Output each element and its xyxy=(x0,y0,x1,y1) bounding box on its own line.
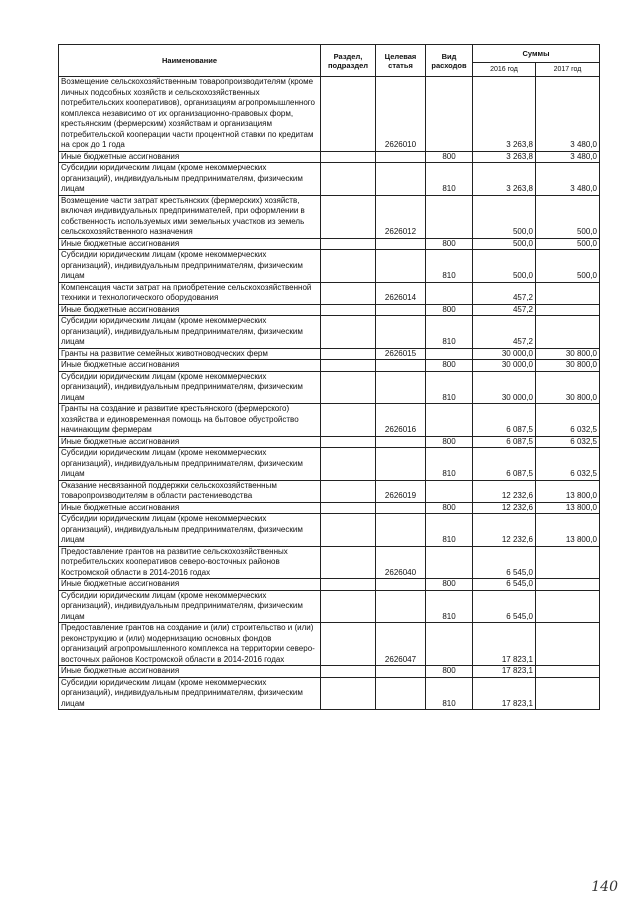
row-target-cell xyxy=(376,579,426,591)
table-row xyxy=(59,404,600,437)
header-name: Наименование xyxy=(59,45,321,77)
row-kind-cell: 800 xyxy=(426,579,473,591)
row-2016-cell: 500,0 xyxy=(473,195,536,238)
table-row xyxy=(59,195,600,238)
header-sums: Суммы xyxy=(473,45,600,63)
row-2017-cell: 3 480,0 xyxy=(536,151,600,163)
table-row xyxy=(59,514,600,547)
row-2017-cell xyxy=(536,304,600,316)
row-kind-cell xyxy=(426,546,473,579)
row-2016-cell: 30 000,0 xyxy=(473,360,536,372)
row-2016-cell: 6 087,5 xyxy=(473,448,536,481)
row-kind-cell: 810 xyxy=(426,590,473,623)
row-section-cell xyxy=(321,579,376,591)
row-section-cell xyxy=(321,666,376,678)
row-2016-cell: 3 263,8 xyxy=(473,163,536,196)
row-target-cell xyxy=(376,448,426,481)
row-name-cell: Предоставление грантов на развитие сельскохозяйственных потребительских кооперативов северо-восточных районов Костромской области в 2014-2016 годах xyxy=(59,546,321,579)
row-2017-cell: 13 800,0 xyxy=(536,514,600,547)
row-2017-cell xyxy=(536,590,600,623)
row-name-cell: Гранты на создание и развитие крестьянского (фермерского) хозяйства и единовременная помощь на бытовое обустройство начинающим фермерам xyxy=(59,404,321,437)
row-section-cell xyxy=(321,677,376,710)
row-target-cell xyxy=(376,151,426,163)
row-target-cell: 2626016 xyxy=(376,404,426,437)
row-target-cell xyxy=(376,238,426,250)
row-section-cell xyxy=(321,282,376,304)
row-name-cell: Возмещение части затрат крестьянских (фермерских) хозяйств, включая индивидуальных предпринимателей, при оформлении в собственность используемых ими земельных участков из земель сельскохозяйственного назначения xyxy=(59,195,321,238)
row-kind-cell: 810 xyxy=(426,250,473,283)
row-target-cell xyxy=(376,163,426,196)
row-kind-cell xyxy=(426,348,473,360)
table-row xyxy=(59,436,600,448)
row-2017-cell: 6 032,5 xyxy=(536,436,600,448)
table-row xyxy=(59,77,600,152)
row-name-cell: Субсидии юридическим лицам (кроме некоммерческих организаций), индивидуальным предпринимателям, физическим лицам xyxy=(59,250,321,283)
row-2016-cell: 500,0 xyxy=(473,238,536,250)
row-2017-cell xyxy=(536,282,600,304)
row-name-cell: Оказание несвязанной поддержки сельскохозяйственным товаропроизводителям в области растениеводства xyxy=(59,480,321,502)
row-2017-cell: 30 800,0 xyxy=(536,360,600,372)
row-2016-cell: 17 823,1 xyxy=(473,666,536,678)
table-row xyxy=(59,623,600,666)
row-name-cell: Иные бюджетные ассигнования xyxy=(59,666,321,678)
row-2016-cell: 6 545,0 xyxy=(473,590,536,623)
row-section-cell xyxy=(321,404,376,437)
row-2017-cell xyxy=(536,579,600,591)
row-2017-cell xyxy=(536,623,600,666)
row-2016-cell: 30 000,0 xyxy=(473,371,536,404)
row-name-cell: Субсидии юридическим лицам (кроме некоммерческих организаций), индивидуальным предпринимателям, физическим лицам xyxy=(59,677,321,710)
row-kind-cell: 800 xyxy=(426,666,473,678)
row-section-cell xyxy=(321,304,376,316)
table-body xyxy=(59,77,600,710)
page-number: 140 xyxy=(591,879,618,895)
row-target-cell xyxy=(376,360,426,372)
row-name-cell: Субсидии юридическим лицам (кроме некоммерческих организаций), индивидуальным предпринимателям, физическим лицам xyxy=(59,316,321,349)
row-section-cell xyxy=(321,514,376,547)
table-row xyxy=(59,304,600,316)
table-row xyxy=(59,348,600,360)
row-2016-cell: 17 823,1 xyxy=(473,623,536,666)
row-target-cell xyxy=(376,590,426,623)
row-name-cell: Субсидии юридическим лицам (кроме некоммерческих организаций), индивидуальным предпринимателям, физическим лицам xyxy=(59,371,321,404)
table-row xyxy=(59,371,600,404)
table-row xyxy=(59,282,600,304)
row-section-cell xyxy=(321,151,376,163)
row-section-cell xyxy=(321,77,376,152)
row-2016-cell: 6 087,5 xyxy=(473,404,536,437)
row-kind-cell xyxy=(426,195,473,238)
row-name-cell: Возмещение сельскохозяйственным товаропроизводителям (кроме личных подсобных хозяйств и сельскохозяйственных потребительских кооперативов), организациям агропромышленного комплекса независимо от их организационно-правовых форм, крестьянским (фермерским) хозяйствам и организациям потребительской кооперации части процентной ставки по кредитам на срок до 1 года xyxy=(59,77,321,152)
row-kind-cell: 810 xyxy=(426,677,473,710)
row-name-cell: Иные бюджетные ассигнования xyxy=(59,436,321,448)
row-target-cell xyxy=(376,304,426,316)
row-name-cell: Гранты на развитие семейных животноводческих ферм xyxy=(59,348,321,360)
row-section-cell xyxy=(321,238,376,250)
row-2016-cell: 17 823,1 xyxy=(473,677,536,710)
row-2016-cell: 3 263,8 xyxy=(473,151,536,163)
row-kind-cell: 800 xyxy=(426,304,473,316)
row-2017-cell: 500,0 xyxy=(536,250,600,283)
row-2017-cell: 500,0 xyxy=(536,238,600,250)
row-target-cell xyxy=(376,371,426,404)
table-row xyxy=(59,151,600,163)
row-target-cell: 2626015 xyxy=(376,348,426,360)
row-kind-cell: 810 xyxy=(426,371,473,404)
row-2017-cell: 30 800,0 xyxy=(536,348,600,360)
row-kind-cell xyxy=(426,480,473,502)
row-target-cell: 2626040 xyxy=(376,546,426,579)
row-name-cell: Иные бюджетные ассигнования xyxy=(59,579,321,591)
row-section-cell xyxy=(321,480,376,502)
header-2016: 2016 год xyxy=(473,63,536,77)
row-2017-cell: 500,0 xyxy=(536,195,600,238)
table-row xyxy=(59,316,600,349)
row-2016-cell: 457,2 xyxy=(473,282,536,304)
row-2016-cell: 6 545,0 xyxy=(473,579,536,591)
row-kind-cell: 810 xyxy=(426,163,473,196)
row-2016-cell: 6 087,5 xyxy=(473,436,536,448)
row-2016-cell: 3 263,8 xyxy=(473,77,536,152)
row-kind-cell xyxy=(426,77,473,152)
header-2017: 2017 год xyxy=(536,63,600,77)
table-row xyxy=(59,480,600,502)
row-section-cell xyxy=(321,316,376,349)
row-target-cell xyxy=(376,514,426,547)
row-section-cell xyxy=(321,436,376,448)
row-2017-cell: 3 480,0 xyxy=(536,163,600,196)
row-2016-cell: 12 232,6 xyxy=(473,480,536,502)
row-target-cell: 2626047 xyxy=(376,623,426,666)
row-2017-cell xyxy=(536,677,600,710)
row-2016-cell: 30 000,0 xyxy=(473,348,536,360)
row-target-cell: 2626012 xyxy=(376,195,426,238)
header-target: Целевая статья xyxy=(376,45,426,77)
row-section-cell xyxy=(321,348,376,360)
row-2016-cell: 457,2 xyxy=(473,304,536,316)
row-section-cell xyxy=(321,195,376,238)
row-2017-cell: 6 032,5 xyxy=(536,404,600,437)
row-target-cell xyxy=(376,666,426,678)
row-kind-cell xyxy=(426,404,473,437)
row-2016-cell: 6 545,0 xyxy=(473,546,536,579)
row-kind-cell: 810 xyxy=(426,514,473,547)
budget-table xyxy=(58,44,600,710)
row-2017-cell xyxy=(536,666,600,678)
row-section-cell xyxy=(321,448,376,481)
row-2017-cell: 13 800,0 xyxy=(536,502,600,514)
table-row xyxy=(59,250,600,283)
row-2017-cell: 6 032,5 xyxy=(536,448,600,481)
table-header xyxy=(59,45,600,77)
row-name-cell: Субсидии юридическим лицам (кроме некоммерческих организаций), индивидуальным предпринимателям, физическим лицам xyxy=(59,590,321,623)
row-2017-cell xyxy=(536,316,600,349)
table-row xyxy=(59,448,600,481)
table-row xyxy=(59,163,600,196)
table-row xyxy=(59,360,600,372)
table-row xyxy=(59,677,600,710)
row-2017-cell: 30 800,0 xyxy=(536,371,600,404)
row-2017-cell xyxy=(536,546,600,579)
header-section: Раздел, подраздел xyxy=(321,45,376,77)
row-name-cell: Субсидии юридическим лицам (кроме некоммерческих организаций), индивидуальным предпринимателям, физическим лицам xyxy=(59,514,321,547)
header-kind: Вид расходов xyxy=(426,45,473,77)
row-target-cell xyxy=(376,436,426,448)
row-section-cell xyxy=(321,590,376,623)
row-name-cell: Компенсация части затрат на приобретение сельскохозяйственной техники и технологического оборудования xyxy=(59,282,321,304)
row-section-cell xyxy=(321,371,376,404)
row-section-cell xyxy=(321,250,376,283)
row-2016-cell: 500,0 xyxy=(473,250,536,283)
row-kind-cell: 800 xyxy=(426,360,473,372)
row-name-cell: Предоставление грантов на создание и (или) строительство и (или) реконструкцию и (или) модернизацию основных фондов организаций агропромышленного комплекса на территории северо-восточных районов Костромской области в 2014-2016 годах xyxy=(59,623,321,666)
row-target-cell xyxy=(376,502,426,514)
row-kind-cell xyxy=(426,282,473,304)
table-row xyxy=(59,666,600,678)
row-section-cell xyxy=(321,163,376,196)
row-name-cell: Субсидии юридическим лицам (кроме некоммерческих организаций), индивидуальным предпринимателям, физическим лицам xyxy=(59,163,321,196)
row-2017-cell: 3 480,0 xyxy=(536,77,600,152)
row-name-cell: Иные бюджетные ассигнования xyxy=(59,502,321,514)
row-2016-cell: 12 232,6 xyxy=(473,502,536,514)
row-kind-cell: 800 xyxy=(426,502,473,514)
row-kind-cell xyxy=(426,623,473,666)
row-name-cell: Иные бюджетные ассигнования xyxy=(59,360,321,372)
row-name-cell: Иные бюджетные ассигнования xyxy=(59,304,321,316)
table-row xyxy=(59,238,600,250)
table-row xyxy=(59,502,600,514)
row-name-cell: Субсидии юридическим лицам (кроме некоммерческих организаций), индивидуальным предпринимателям, физическим лицам xyxy=(59,448,321,481)
row-section-cell xyxy=(321,502,376,514)
row-target-cell: 2626010 xyxy=(376,77,426,152)
row-target-cell xyxy=(376,677,426,710)
row-2017-cell: 13 800,0 xyxy=(536,480,600,502)
table-row xyxy=(59,579,600,591)
row-section-cell xyxy=(321,360,376,372)
row-2016-cell: 457,2 xyxy=(473,316,536,349)
row-kind-cell: 800 xyxy=(426,238,473,250)
row-kind-cell: 800 xyxy=(426,151,473,163)
row-2016-cell: 12 232,6 xyxy=(473,514,536,547)
row-section-cell xyxy=(321,623,376,666)
row-target-cell: 2626019 xyxy=(376,480,426,502)
row-target-cell: 2626014 xyxy=(376,282,426,304)
row-name-cell: Иные бюджетные ассигнования xyxy=(59,238,321,250)
row-target-cell xyxy=(376,250,426,283)
row-section-cell xyxy=(321,546,376,579)
row-target-cell xyxy=(376,316,426,349)
row-kind-cell: 810 xyxy=(426,448,473,481)
row-kind-cell: 800 xyxy=(426,436,473,448)
row-kind-cell: 810 xyxy=(426,316,473,349)
table-row xyxy=(59,590,600,623)
table-row xyxy=(59,546,600,579)
row-name-cell: Иные бюджетные ассигнования xyxy=(59,151,321,163)
